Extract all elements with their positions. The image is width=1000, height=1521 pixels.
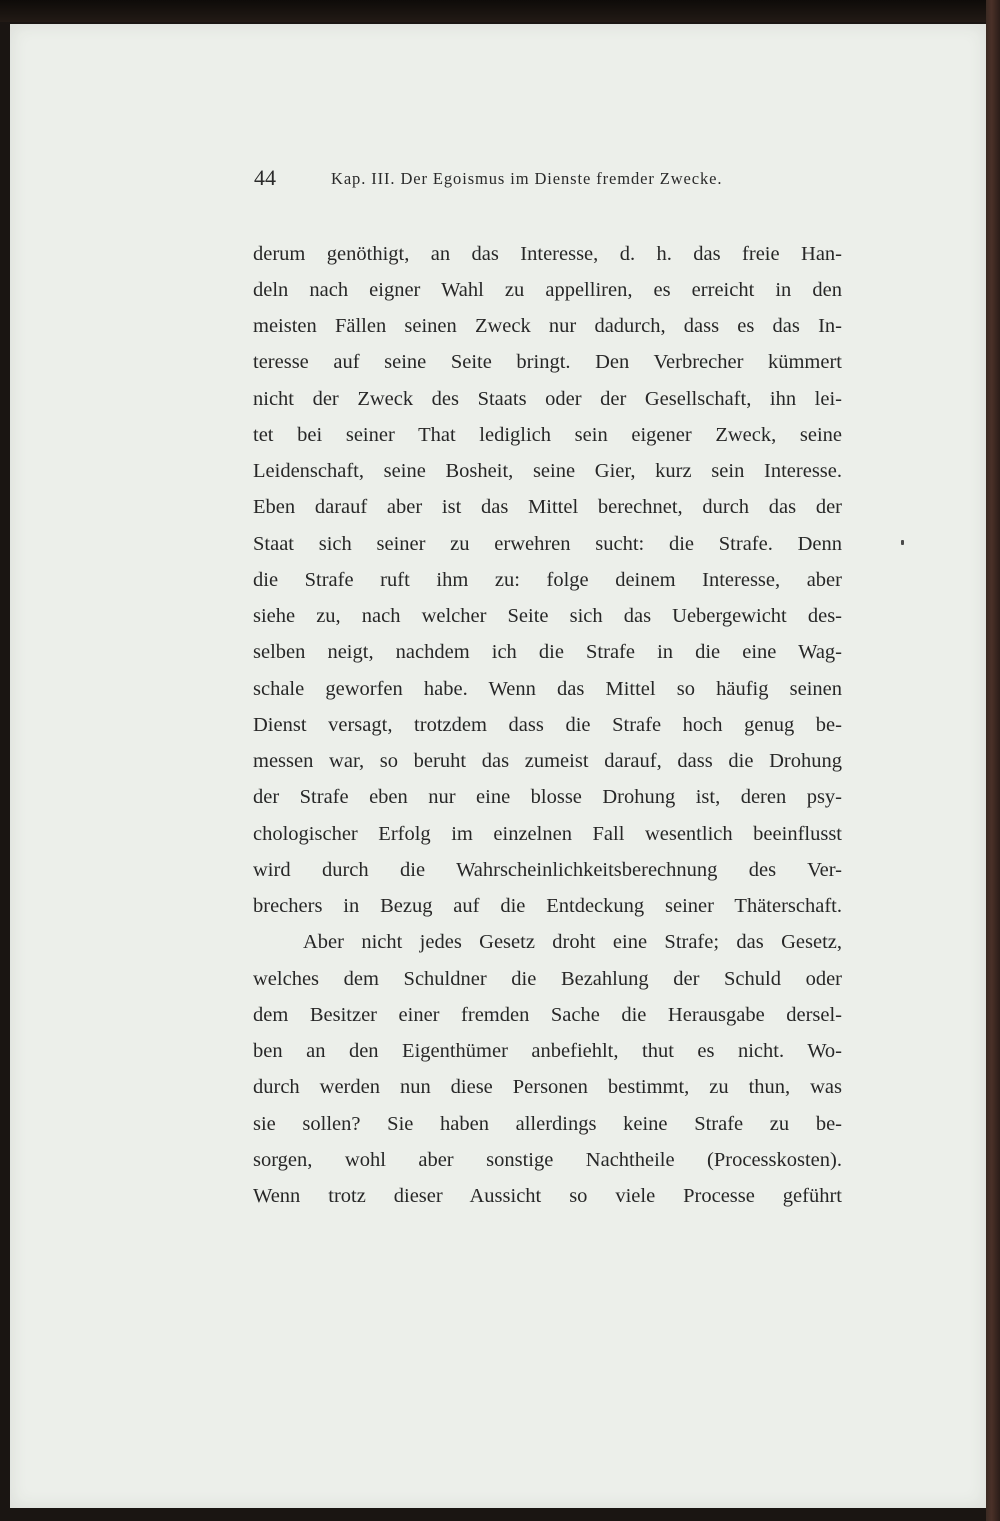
ink-speck (901, 540, 904, 545)
text-line: der Strafe eben nur eine blosse Drohung ist, deren psy- (253, 786, 842, 808)
text-line: sie sollen? Sie haben allerdings keine Strafe zu be- (253, 1113, 842, 1135)
text-line: schale geworfen habe. Wenn das Mittel so häufig seinen (253, 678, 842, 700)
text-line: selben neigt, nachdem ich die Strafe in die eine Wag- (253, 641, 842, 663)
text-line: nicht der Zweck des Staats oder der Gesellschaft, ihn lei- (253, 388, 842, 410)
text-line: dem Besitzer einer fremden Sache die Herausgabe dersel- (253, 1004, 842, 1026)
scan-edge-right (986, 0, 1000, 1521)
text-line: Dienst versagt, trotzdem dass die Strafe hoch genug be- (253, 714, 842, 736)
text-line: durch werden nun diese Personen bestimmt, zu thun, was (253, 1076, 842, 1098)
text-line: deln nach eigner Wahl zu appelliren, es erreicht in den (253, 279, 842, 301)
text-line: sorgen, wohl aber sonstige Nachtheile (Processkosten). (253, 1149, 842, 1171)
text-line: teresse auf seine Seite bringt. Den Verbrecher kümmert (253, 351, 842, 373)
text-line: ben an den Eigenthümer anbefiehlt, thut es nicht. Wo- (253, 1040, 842, 1062)
text-line: Wenn trotz dieser Aussicht so viele Processe geführt (253, 1185, 842, 1207)
text-line: brechers in Bezug auf die Entdeckung seiner Thäterschaft. (253, 895, 842, 917)
text-line: messen war, so beruht das zumeist darauf, dass die Drohung (253, 750, 842, 772)
text-line: Leidenschaft, seine Bosheit, seine Gier, kurz sein Interesse. (253, 460, 842, 482)
running-head: Kap. III. Der Egoismus im Dienste fremder Zwecke. (331, 169, 723, 188)
scan-edge-top (0, 0, 1000, 22)
text-line: die Strafe ruft ihm zu: folge deinem Interesse, aber (253, 569, 842, 591)
text-line: siehe zu, nach welcher Seite sich das Uebergewicht des- (253, 605, 842, 627)
text-line: meisten Fällen seinen Zweck nur dadurch, dass es das In- (253, 315, 842, 337)
text-line: Eben darauf aber ist das Mittel berechnet, durch das der (253, 496, 842, 518)
page-header (254, 165, 854, 195)
page-number: 44 (254, 165, 276, 190)
text-line: Staat sich seiner zu erwehren sucht: die Strafe. Denn (253, 533, 842, 555)
text-line: derum genöthigt, an das Interesse, d. h. das freie Han- (253, 243, 842, 265)
text-line: chologischer Erfolg im einzelnen Fall wesentlich beeinflusst (253, 823, 842, 845)
text-line: welches dem Schuldner die Bezahlung der Schuld oder (253, 968, 842, 990)
text-line: Aber nicht jedes Gesetz droht eine Strafe; das Gesetz, (303, 931, 842, 953)
text-line: wird durch die Wahrscheinlichkeitsberechnung des Ver- (253, 859, 842, 881)
text-line: tet bei seiner That lediglich sein eigener Zweck, seine (253, 424, 842, 446)
